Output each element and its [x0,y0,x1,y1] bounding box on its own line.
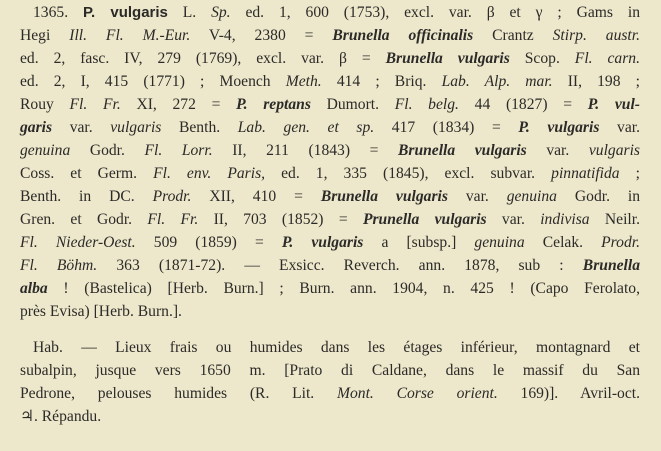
synonym-name: garis [20,119,53,136]
text-run: Neilr. [589,211,640,228]
synonym-name: P. vul- [587,96,640,113]
text-run: Hegi [20,27,70,44]
text-run: Hab. — Lieux frais ou humides dans les étages inférieur, montagnard et [33,339,640,356]
text-run: V-4, 2380 = [190,27,333,44]
synonym-name: alba [20,280,48,297]
citation-title: Prodr. [601,234,640,251]
synonym-name: P. vulgaris [518,119,600,136]
synonym-name: Brunella [582,257,640,274]
citation-title: genuina [20,142,71,159]
text-run: Benth. [161,119,238,136]
text-run: var. [486,211,541,228]
entry-line [20,232,640,254]
citation-title: Ill. Fl. M.-Eur. [69,27,191,44]
citation-title: indivisa [540,211,590,228]
entry-line [20,48,640,70]
entry-line [20,209,640,231]
citation-title: Fl. Fr. [147,211,199,228]
text-run: Godr. in [556,188,641,205]
entry-line [20,278,640,300]
synonym-name: P. reptans [236,96,311,113]
text-run: ; [619,165,641,182]
synonym-name: Brunella officinalis [332,27,474,44]
entry-line [20,117,640,139]
citation-title: Fl. Lorr. [144,142,213,159]
habitat-line [33,337,640,359]
text-run: Scop. [509,50,575,67]
text-run: L. [167,4,212,21]
entry-line [20,25,640,47]
text-run: 169)]. Avril-oct. [497,385,641,402]
text-run: var. [52,119,111,136]
citation-title: genuina [474,234,525,251]
citation-title: Sp. [211,4,231,21]
text-run: Dumort. [310,96,395,113]
text-run: var. [526,142,589,159]
text-run: 44 (1827) = [458,96,588,113]
citation-title: Fl. carn. [574,50,640,67]
entry-line [20,140,640,162]
citation-title: Lab. gen. et sp. [237,119,375,136]
text-run: ed. 1, 600 (1753), excl. var. β et γ ; Gams in [230,4,641,21]
synonym-name: Brunella vulgaris [385,50,510,67]
habitat-line [20,383,640,405]
habitat-line [20,360,640,382]
synonym-name: Prunella vulgaris [362,211,487,228]
text-run: 1365. [33,4,83,21]
synonym-name: Brunella vulgaris [397,142,527,159]
habitat-line [20,406,640,428]
citation-title: vulgaris [110,119,162,136]
text-run: ♃. Répandu. [20,408,102,425]
entry-line [20,186,640,208]
text-run: 414 ; Briq. [321,73,442,90]
citation-title: Lab. Alp. mar. [441,73,553,90]
entry-line [20,71,640,93]
entry-line [20,255,640,277]
text-run: Rouy [20,96,70,113]
text-run: Coss. et Germ. [20,165,154,182]
citation-title: genuina [506,188,557,205]
text-run: 417 (1834) = [374,119,519,136]
text-run: ed. 1, 335 (1845), excl. subvar. [265,165,552,182]
taxon-name: P. vulgaris [82,4,168,21]
text-run: subalpin, jusque vers 1650 m. [Prato di Caldane, dans le massif du San [20,362,640,379]
synonym-name: Brunella vulgaris [320,188,448,205]
citation-title: Fl. Böhm. [20,257,98,274]
text-run: près Evisa) [Herb. Burn.]. [20,303,182,320]
text-run: XII, 410 = [191,188,321,205]
text-run: Gren. et Godr. [20,211,148,228]
text-run: Crantz [473,27,553,44]
citation-title: Fl. Fr. [69,96,121,113]
text-run: II, 198 ; [552,73,640,90]
citation-title: vulgaris [588,142,640,159]
citation-title: Fl. env. Paris, [153,165,266,182]
citation-title: pinnatifida [551,165,620,182]
text-run: XI, 272 = [120,96,237,113]
text-run: 509 (1859) = [135,234,282,251]
entry-line [20,94,640,116]
text-run: Pedrone, pelouses humides (R. Lit. [20,385,337,402]
citation-title: Meth. [285,73,322,90]
citation-title: Prodr. [152,188,192,205]
synonym-name: P. vulgaris [281,234,364,251]
citation-title: Fl. belg. [394,96,459,113]
text-run: ! (Bastelica) [Herb. Burn.] ; Burn. ann. 1904, n. 425 ! (Capo Ferolato, [47,280,640,297]
text-run: 363 (1871-72). — Exsicc. Reverch. ann. 1878, sub : [97,257,583,274]
text-run: var. [447,188,507,205]
text-run: II, 703 (1852) = [198,211,363,228]
citation-title: Stirp. austr. [552,27,641,44]
text-run: II, 211 (1843) = [212,142,398,159]
text-run: ed. 2, fasc. IV, 279 (1769), excl. var. β = [20,50,386,67]
entry-line [20,163,640,185]
entry-line [20,301,640,323]
text-run: Benth. in DC. [20,188,153,205]
citation-title: Mont. Corse orient. [336,385,498,402]
text-run: Celak. [524,234,602,251]
citation-title: Fl. Nieder-Oest. [20,234,136,251]
text-run: var. [599,119,640,136]
entry-line [33,2,640,24]
text-run: a [subsp.] [363,234,475,251]
text-run: Godr. [70,142,145,159]
text-run: ed. 2, I, 415 (1771) ; Moench [20,73,286,90]
